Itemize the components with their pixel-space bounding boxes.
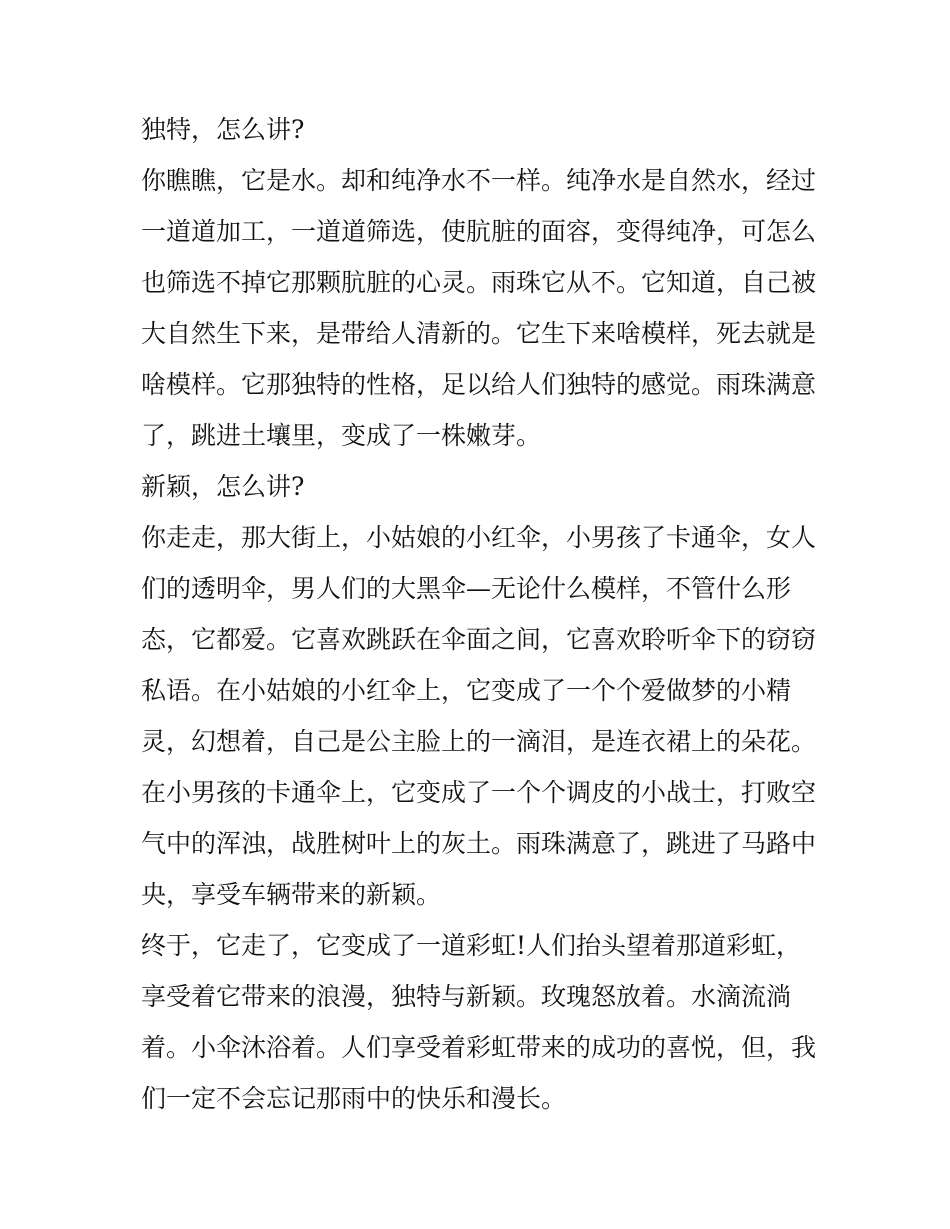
text-line: 在小男孩的卡通伞上，它变成了一个个调皮的小战士，打败空 xyxy=(141,778,817,807)
text-line: 态，它都爱。它喜欢跳跃在伞面之间，它喜欢聆听伞下的窃窃 xyxy=(141,625,817,654)
text-line: 你瞧瞧，它是水。却和纯净水不一样。纯净水是自然水，经过 xyxy=(141,166,817,195)
text-line: 大自然生下来，是带给人清新的。它生下来啥模样，死去就是 xyxy=(141,319,817,348)
text-line: 终于，它走了，它变成了一道彩虹!人们抬头望着那道彩虹， xyxy=(141,931,802,960)
text-line: 灵，幻想着，自己是公主脸上的一滴泪，是连衣裙上的朵花。 xyxy=(141,727,817,756)
text-line: 央，享受车辆带来的新颖。 xyxy=(141,880,442,909)
text-line: 也筛选不掉它那颗肮脏的心灵。雨珠它从不。它知道，自己被 xyxy=(141,268,817,297)
text-line: 啥模样。它那独特的性格，足以给人们独特的感觉。雨珠满意 xyxy=(141,370,817,399)
text-line: 气中的浑浊，战胜树叶上的灰土。雨珠满意了，跳进了马路中 xyxy=(141,829,817,858)
text-line: 私语。在小姑娘的小红伞上，它变成了一个个爱做梦的小精 xyxy=(141,676,792,705)
text-line: 着。小伞沐浴着。人们享受着彩虹带来的成功的喜悦，但，我 xyxy=(141,1033,817,1062)
text-line: 一道道加工，一道道筛选，使肮脏的面容，变得纯净，可怎么 xyxy=(141,217,817,246)
text-line: 享受着它带来的浪漫，独特与新颖。玫瑰怒放着。水滴流淌 xyxy=(141,982,792,1011)
document-body xyxy=(141,104,817,1124)
text-line: 们的透明伞，男人们的大黑伞—无论什么模样，不管什么形 xyxy=(141,574,792,603)
text-line: 了，跳进土壤里，变成了一株嫩芽。 xyxy=(141,421,542,450)
text-line: 新颖，怎么讲? xyxy=(141,472,305,501)
text-line: 你走走，那大街上，小姑娘的小红伞，小男孩了卡通伞，女人 xyxy=(141,523,817,552)
text-line: 独特，怎么讲? xyxy=(141,115,305,144)
text-line: 们一定不会忘记那雨中的快乐和漫长。 xyxy=(141,1084,567,1113)
